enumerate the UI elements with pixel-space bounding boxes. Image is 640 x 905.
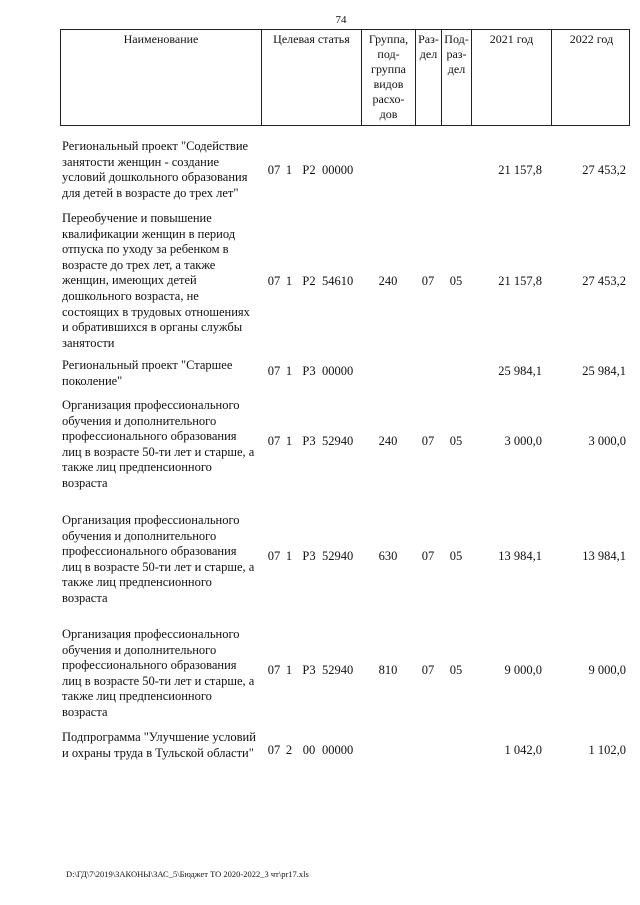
table-row <box>62 513 628 609</box>
row-value-2021: 13 984,1 <box>498 549 542 563</box>
header-year-2022 <box>551 30 631 125</box>
table-row <box>62 358 628 390</box>
row-name: Организация профессионального обучения и дополнительного профессионального образования лиц в возрасте 50-ти лет и старше, а также лиц предпенсионного возраста <box>62 398 255 490</box>
row-program: 07 <box>267 743 281 757</box>
row-value-2021: 21 157,8 <box>498 163 542 177</box>
header-subsection-line: Под- <box>444 32 469 46</box>
row-group: 810 <box>378 663 398 677</box>
row-group: 630 <box>378 549 398 563</box>
header-section-line: дел <box>419 47 438 61</box>
row-value-2022: 1 102,0 <box>588 743 626 757</box>
row-group: 240 <box>378 434 398 448</box>
row-project: P3 <box>302 663 316 677</box>
row-subsection: 05 <box>449 434 463 448</box>
row-direction: 00000 <box>322 364 354 378</box>
row-project: P3 <box>302 434 316 448</box>
header-section-line: Раз- <box>418 32 439 46</box>
row-program: 07 <box>267 434 281 448</box>
row-name: Региональный проект "Содействие занятости женщин - создание условий дошкольного образования для детей в возрасте до трех лет" <box>62 139 249 200</box>
header-name-label: Наименование <box>123 32 199 46</box>
row-name: Региональный проект "Старшее поколение" <box>62 358 233 388</box>
header-group-line: Группа, <box>368 32 409 46</box>
row-program: 07 <box>267 364 281 378</box>
row-section: 07 <box>421 663 435 677</box>
row-direction: 52940 <box>322 549 354 563</box>
row-direction: 00000 <box>322 743 354 757</box>
header-group-line: группа <box>371 62 406 76</box>
header-year-2022-label: 2022 год <box>569 32 614 46</box>
row-direction: 00000 <box>322 163 354 177</box>
header-subsection <box>441 30 471 125</box>
row-value-2022: 3 000,0 <box>588 434 626 448</box>
row-subprogram: 1 <box>285 364 293 378</box>
header-year-2021-label: 2021 год <box>489 32 534 46</box>
table-row <box>62 730 628 794</box>
row-subprogram: 1 <box>285 663 293 677</box>
header-subsection-line: раз- <box>446 47 467 61</box>
table-row <box>62 139 628 203</box>
row-subprogram: 1 <box>285 163 293 177</box>
row-section: 07 <box>421 274 435 288</box>
row-project: P3 <box>302 364 316 378</box>
table-row <box>62 211 628 354</box>
row-program: 07 <box>267 549 281 563</box>
row-value-2022: 13 984,1 <box>582 549 626 563</box>
header-group-line: видов <box>373 77 404 91</box>
row-value-2021: 3 000,0 <box>504 434 542 448</box>
row-name: Организация профессионального обучения и дополнительного профессионального образования лиц в возрасте 50-ти лет и старше, а также лиц предпенсионного возраста <box>62 513 255 605</box>
row-direction: 52940 <box>322 663 354 677</box>
row-subsection: 05 <box>449 663 463 677</box>
row-section: 07 <box>421 434 435 448</box>
row-subprogram: 1 <box>285 549 293 563</box>
header-section <box>415 30 441 125</box>
row-direction: 52940 <box>322 434 354 448</box>
row-direction: 54610 <box>322 274 354 288</box>
row-value-2021: 25 984,1 <box>498 364 542 378</box>
row-value-2022: 9 000,0 <box>588 663 626 677</box>
header-year-2021 <box>471 30 551 125</box>
row-project: 00 <box>302 743 316 757</box>
table-row <box>62 398 628 494</box>
row-value-2022: 27 453,2 <box>582 274 626 288</box>
row-project: P3 <box>302 549 316 563</box>
header-group-line: расхо- <box>372 92 405 106</box>
header-target-article <box>261 30 361 125</box>
header-name <box>61 30 261 125</box>
header-target-article-label: Целевая статья <box>273 32 350 46</box>
table-header <box>60 29 630 126</box>
file-path-footer: D:\ГД\7\2019\ЗАКОНЫ\ЗАС_5\Бюджет ТО 2020-2022_3 чт\pr17.xls <box>66 869 309 879</box>
row-value-2022: 27 453,2 <box>582 163 626 177</box>
row-program: 07 <box>267 163 281 177</box>
row-value-2021: 21 157,8 <box>498 274 542 288</box>
page-number: 74 <box>335 14 347 26</box>
row-project: P2 <box>302 274 316 288</box>
header-group <box>361 30 415 125</box>
row-subprogram: 1 <box>285 434 293 448</box>
row-value-2021: 9 000,0 <box>504 663 542 677</box>
row-name: Переобучение и повышение квалификации женщин в период отпуска по уходу за ребенком в возрасте до трех лет, а также женщин, имеющих детей дошкольного возраста, не состоящих в трудовых отношениях и обратившихся в органы службы занятости <box>62 211 250 350</box>
row-program: 07 <box>267 274 281 288</box>
row-name: Подпрограмма "Улучшение условий и охраны труда в Тульской области" <box>62 730 256 760</box>
header-group-line: дов <box>379 107 398 121</box>
row-subsection: 05 <box>449 549 463 563</box>
row-program: 07 <box>267 663 281 677</box>
header-group-line: под- <box>377 47 400 61</box>
header-subsection-line: дел <box>447 62 466 76</box>
table-row <box>62 627 628 723</box>
row-group: 240 <box>378 274 398 288</box>
row-subsection: 05 <box>449 274 463 288</box>
row-subprogram: 1 <box>285 274 293 288</box>
row-value-2022: 25 984,1 <box>582 364 626 378</box>
row-subprogram: 2 <box>285 743 293 757</box>
row-section: 07 <box>421 549 435 563</box>
row-project: P2 <box>302 163 316 177</box>
row-value-2021: 1 042,0 <box>504 743 542 757</box>
row-name: Организация профессионального обучения и дополнительного профессионального образования лиц в возрасте 50-ти лет и старше, а также лиц предпенсионного возраста <box>62 627 255 719</box>
